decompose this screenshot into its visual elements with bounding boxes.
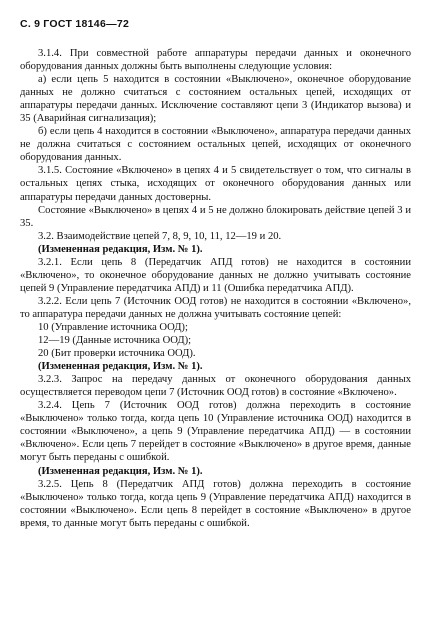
revision-note: (Измененная редакция, Изм. № 1). (38, 361, 203, 373)
paragraph: 3.2.1. Если цепь 8 (Передатчик АПД готов) не находится в состоянии «Включено», то оконечное оборудование данных не должно учитывать состояние цепей 9 (Управление передатчика АПД) и 11 (Ошибка передатчика АПД). (20, 256, 411, 294)
list-item: 10 (Управление источника ООД); (38, 321, 188, 333)
paragraph: б) если цепь 4 находится в состоянии «Выключено», аппаратура передачи данных не должна считаться с состоянием остальных цепей, исходящих от оконечного оборудования данных. (20, 126, 411, 164)
standard-code: ГОСТ 18146—72 (43, 18, 130, 30)
list-item: 20 (Бит проверки источника ООД). (38, 348, 196, 360)
paragraph: Состояние «Выключено» в цепях 4 и 5 не должно блокировать действие цепей 3 и 35. (20, 204, 411, 229)
paragraph: а) если цепь 5 находится в состоянии «Выключено», оконечное оборудование данных не должно считаться с состоянием остальных цепей, исходящих от аппаратуры передачи данных. Исключение составляют цепи 3 (Индикатор вызова) и 35 (Аварийная сигнализация); (20, 74, 411, 125)
paragraph: 3.1.4. При совместной работе аппаратуры передачи данных и оконечного оборудования данных должны быть выполнены следующие условия: (20, 48, 411, 73)
paragraph: 3.2.4. Цепь 7 (Источник ООД готов) должна переходить в состояние «Выключено» только тогда, когда цепь 10 (Управление источника ООД) находится в состоянии «Выключено», а цепь 9 (Управление передатчика АПД) — в состоянии «Включено». Если цепь 7 перейдет в состояние «Выключено» в другое время, данные могут быть переданы с ошибкой. (20, 400, 411, 464)
paragraph: 3.2.5. Цепь 8 (Передатчик АПД готов) должна переходить в состояние «Выключено» только тогда, когда цепь 9 (Управление передатчика АПД) находится в состоянии «Выключено». Если цепь 8 перейдет в состояние «Выключено» в другое время, то данные могут быть переданы с ошибкой. (20, 478, 411, 529)
revision-note: (Измененная редакция, Изм. № 1). (38, 243, 203, 255)
paragraph: 3.2. Взаимодействие цепей 7, 8, 9, 10, 11, 12—19 и 20. (38, 230, 282, 242)
revision-note: (Измененная редакция, Изм. № 1). (38, 465, 203, 477)
page-header (20, 18, 411, 32)
list-item: 12—19 (Данные источника ООД); (38, 335, 192, 347)
page-prefix: С. (20, 18, 32, 30)
page-number: 9 (34, 18, 41, 30)
paragraph: 3.1.5. Состояние «Включено» в цепях 4 и 5 свидетельствует о том, что сигналы в остальных цепях стыка, исходящих от оконечного оборудования данных или аппаратуры передачи данных достоверны. (20, 165, 411, 203)
paragraph: 3.2.3. Запрос на передачу данных от оконечного оборудования данных осуществляется переводом цепи 7 (Источник ООД готов) в состояние «Включено». (20, 374, 411, 399)
paragraph: 3.2.2. Если цепь 7 (Источник ООД готов) не находится в состоянии «Включено», то аппаратура передачи данных не должна учитывать состояние цепей: (20, 295, 411, 320)
document-body (20, 47, 411, 530)
